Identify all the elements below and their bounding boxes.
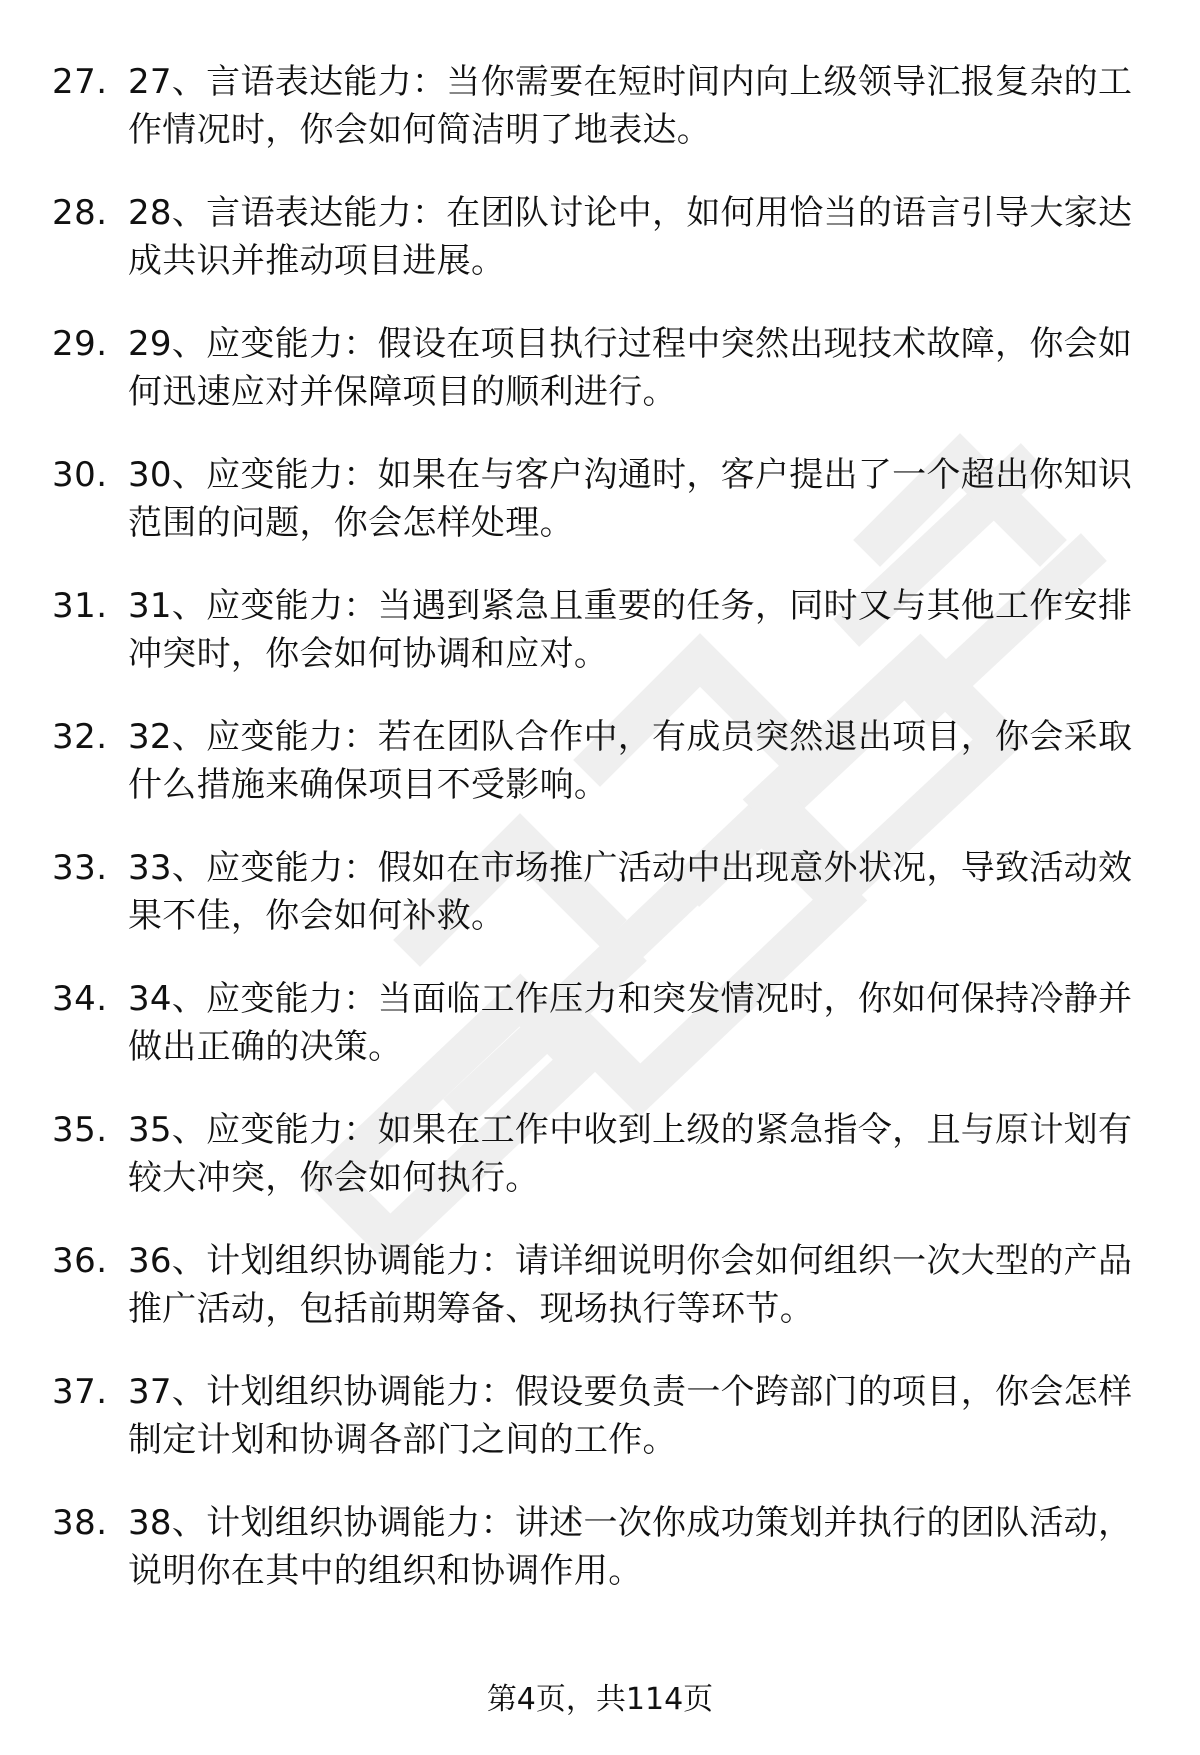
list-item [0,58,1200,189]
question-number: 30. [52,455,108,495]
question-number: 32. [52,717,108,757]
question-text: 27、言语表达能力：当你需要在短时间内向上级领导汇报复杂的工作情况时，你会如何简洁明了地表达。 [128,62,1133,150]
list-item [0,844,1200,975]
list-item [0,320,1200,451]
question-text: 31、应变能力：当遇到紧急且重要的任务，同时又与其他工作安排冲突时，你会如何协调和应对。 [128,586,1133,674]
question-number: 38. [52,1503,108,1543]
question-text: 37、计划组织协调能力：假设要负责一个跨部门的项目，你会怎样制定计划和协调各部门之间的工作。 [128,1372,1133,1460]
question-number: 27. [52,62,108,102]
list-item [0,1106,1200,1237]
question-number: 35. [52,1110,108,1150]
list-item [0,451,1200,582]
question-text: 33、应变能力：假如在市场推广活动中出现意外状况，导致活动效果不佳，你会如何补救。 [128,848,1133,936]
list-item [0,1237,1200,1368]
question-number: 28. [52,193,108,233]
list-item [0,189,1200,320]
question-text: 28、言语表达能力：在团队讨论中，如何用恰当的语言引导大家达成共识并推动项目进展。 [128,193,1133,281]
list-item [0,975,1200,1106]
question-text: 36、计划组织协调能力：请详细说明你会如何组织一次大型的产品推广活动，包括前期筹备、现场执行等环节。 [128,1241,1133,1329]
list-item [0,1499,1200,1630]
question-text: 30、应变能力：如果在与客户沟通时，客户提出了一个超出你知识范围的问题，你会怎样处理。 [128,455,1133,543]
question-number: 31. [52,586,108,626]
question-text: 38、计划组织协调能力：讲述一次你成功策划并执行的团队活动，说明你在其中的组织和协调作用。 [128,1503,1133,1591]
question-text: 29、应变能力：假设在项目执行过程中突然出现技术故障，你会如何迅速应对并保障项目的顺利进行。 [128,324,1133,412]
question-text: 35、应变能力：如果在工作中收到上级的紧急指令，且与原计划有较大冲突，你会如何执行。 [128,1110,1133,1198]
question-text: 32、应变能力：若在团队合作中，有成员突然退出项目，你会采取什么措施来确保项目不受影响。 [128,717,1133,805]
list-item [0,713,1200,844]
question-text: 34、应变能力：当面临工作压力和突发情况时，你如何保持冷静并做出正确的决策。 [128,979,1133,1067]
question-number: 36. [52,1241,108,1281]
question-number: 37. [52,1372,108,1412]
list-item [0,582,1200,713]
question-list [0,58,1200,1630]
question-number: 33. [52,848,108,888]
list-item [0,1368,1200,1499]
question-number: 29. [52,324,108,364]
page-footer: 第4页，共114页 [486,1682,714,1717]
question-number: 34. [52,979,108,1019]
